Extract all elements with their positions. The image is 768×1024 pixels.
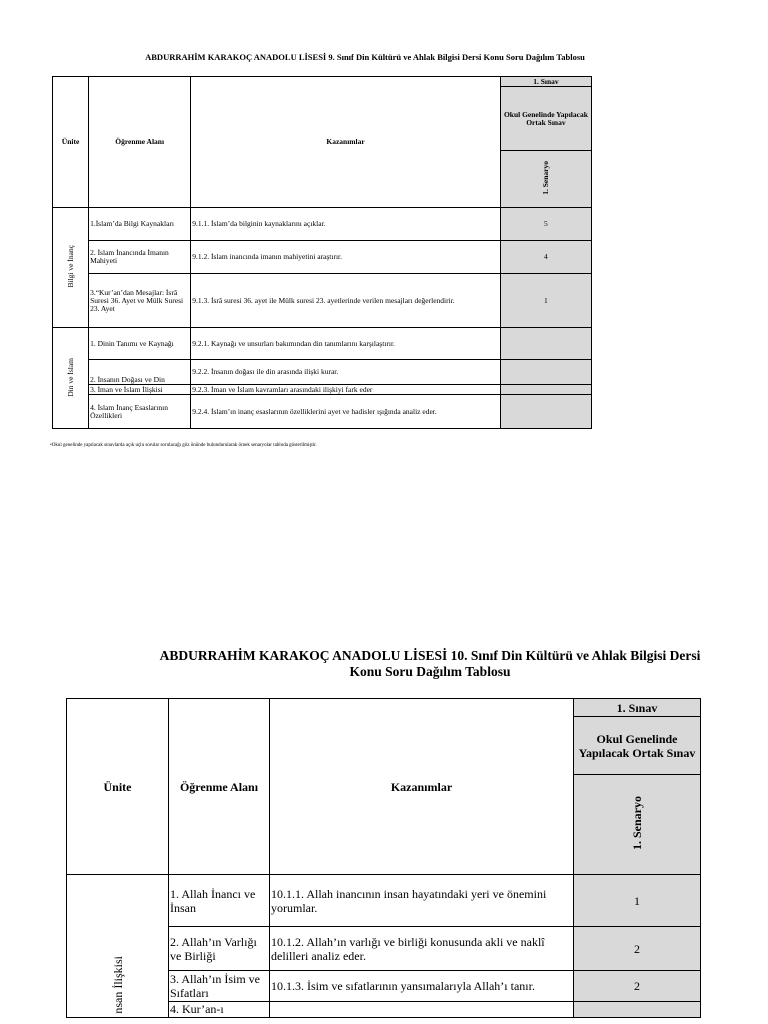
- table-row: [53, 385, 592, 395]
- kazanim: 9.1.1. İslam’da bilginin kaynaklarını açıklar.: [191, 208, 501, 241]
- question-count: [500, 328, 591, 360]
- learning-area: 3. İman ve İslam İlişkisi: [89, 385, 191, 395]
- header-ogrenme-alani: Öğrenme Alanı: [89, 77, 191, 208]
- question-count: [500, 360, 591, 385]
- kazanim: 9.1.2. İslam inancında imanın mahiyetini araştırır.: [191, 241, 501, 274]
- table-row: [53, 395, 592, 429]
- kazanim: 9.2.2. İnsanın doğası ile din arasında ilişki kurar.: [191, 360, 501, 385]
- question-count: 1: [574, 875, 701, 927]
- learning-area: 3.“Kur’an’dan Mesajlar: İsrâ Suresi 36. Ayet ve Mülk Suresi 23. Ayet: [89, 274, 191, 328]
- doc1-title: ABDURRAHİM KARAKOÇ ANADOLU LİSESİ 9. Sınıf Din Kültürü ve Ahlak Bilgisi Dersi Konu Soru Dağılım Tablosu: [145, 52, 585, 62]
- unit-cell: [53, 208, 89, 328]
- header-kazanimlar: Kazanımlar: [270, 699, 574, 875]
- doc2-title: ABDURRAHİM KARAKOÇ ANADOLU LİSESİ 10. Sınıf Din Kültürü ve Ahlak Bilgisi Dersi Konu Soru Dağılım Tablosu: [159, 648, 701, 679]
- learning-area: 1.İslam’da Bilgi Kaynakları: [89, 208, 191, 241]
- kazanim: 10.1.3. İsim ve sıfatlarının yansımalarıyla Allah’ı tanır.: [270, 971, 574, 1002]
- question-count: 2: [574, 971, 701, 1002]
- learning-area: 2. İslam İnancında İmanın Mahiyeti: [89, 241, 191, 274]
- question-count: 4: [500, 241, 591, 274]
- question-count: 1: [500, 274, 591, 328]
- header-sinav: 1. Sınav: [574, 699, 701, 717]
- header-sinav: 1. Sınav: [500, 77, 591, 87]
- question-count: 5: [500, 208, 591, 241]
- header-ogrenme-alani: Öğrenme Alanı: [169, 699, 270, 875]
- question-count: 2: [574, 927, 701, 971]
- doc1-distribution-table: [52, 76, 592, 429]
- learning-area: 1. Dinin Tanımı ve Kaynağı: [89, 328, 191, 360]
- table-row: [53, 208, 592, 241]
- unit-cell: [53, 328, 89, 429]
- header-senaryo: 1. Senaryo: [500, 151, 591, 208]
- question-count: [574, 1002, 701, 1018]
- unit-label: nsan İlişkisi: [110, 956, 125, 1014]
- learning-area: 3. Allah’ın İsim ve Sıfatları: [169, 971, 270, 1002]
- doc1-footnote: •Okul genelinde yapılacak sınavlarda açık uçlu sorular sorulacağı göz önünde bulundurularak örnek senaryolar tabloda gösterilmiştir.: [50, 443, 317, 448]
- learning-area: 2. İnsanın Doğası ve Din: [89, 360, 191, 385]
- header-okul-genelinde: Okul Genelinde Yapılacak Ortak Sınav: [574, 717, 701, 775]
- doc2-distribution-table: [66, 698, 701, 1018]
- header-kazanimlar: Kazanımlar: [191, 77, 501, 208]
- table-row: [53, 328, 592, 360]
- kazanim: 10.1.1. Allah inancının insan hayatındaki yeri ve önemini yorumlar.: [270, 875, 574, 927]
- header-unite: Ünite: [67, 699, 169, 875]
- learning-area: 2. Allah’ın Varlığı ve Birliği: [169, 927, 270, 971]
- kazanim: 9.2.4. İslam’ın inanç esaslarının özelliklerini ayet ve hadisler ışığında analiz eder.: [191, 395, 501, 429]
- unit-label: Din ve İslam: [65, 357, 75, 397]
- header-unite: Ünite: [53, 77, 89, 208]
- question-count: [500, 395, 591, 429]
- table-row: [53, 241, 592, 274]
- header-senaryo: 1. Senaryo: [574, 775, 701, 875]
- kazanim: 10.1.2. Allah’ın varlığı ve birliği konusunda akli ve naklî delilleri analiz eder.: [270, 927, 574, 971]
- kazanim: 9.2.3. İman ve İslam kavramları arasındaki ilişkiyi fark eder: [191, 385, 501, 395]
- question-count: [500, 385, 591, 395]
- learning-area: 4. İslam İnanç Esaslarının Özellikleri: [89, 395, 191, 429]
- table-row: [53, 360, 592, 385]
- header-okul-genelinde: Okul Genelinde Yapılacak Ortak Sınav: [500, 87, 591, 151]
- learning-area: 4. Kur’an-ı: [169, 1002, 270, 1018]
- learning-area: 1. Allah İnancı ve İnsan: [169, 875, 270, 927]
- table-row: [53, 274, 592, 328]
- table-row: [67, 875, 701, 927]
- unit-label: Bilgi ve İnanç: [65, 245, 75, 288]
- kazanim: 9.2.1. Kaynağı ve unsurları bakımından din tanımlarını karşılaştırır.: [191, 328, 501, 360]
- kazanim: [270, 1002, 574, 1018]
- unit-cell: [67, 875, 169, 1018]
- kazanim: 9.1.3. İsrâ suresi 36. ayet ile Mülk suresi 23. ayetlerinde verilen mesajları değerlendirir.: [191, 274, 501, 328]
